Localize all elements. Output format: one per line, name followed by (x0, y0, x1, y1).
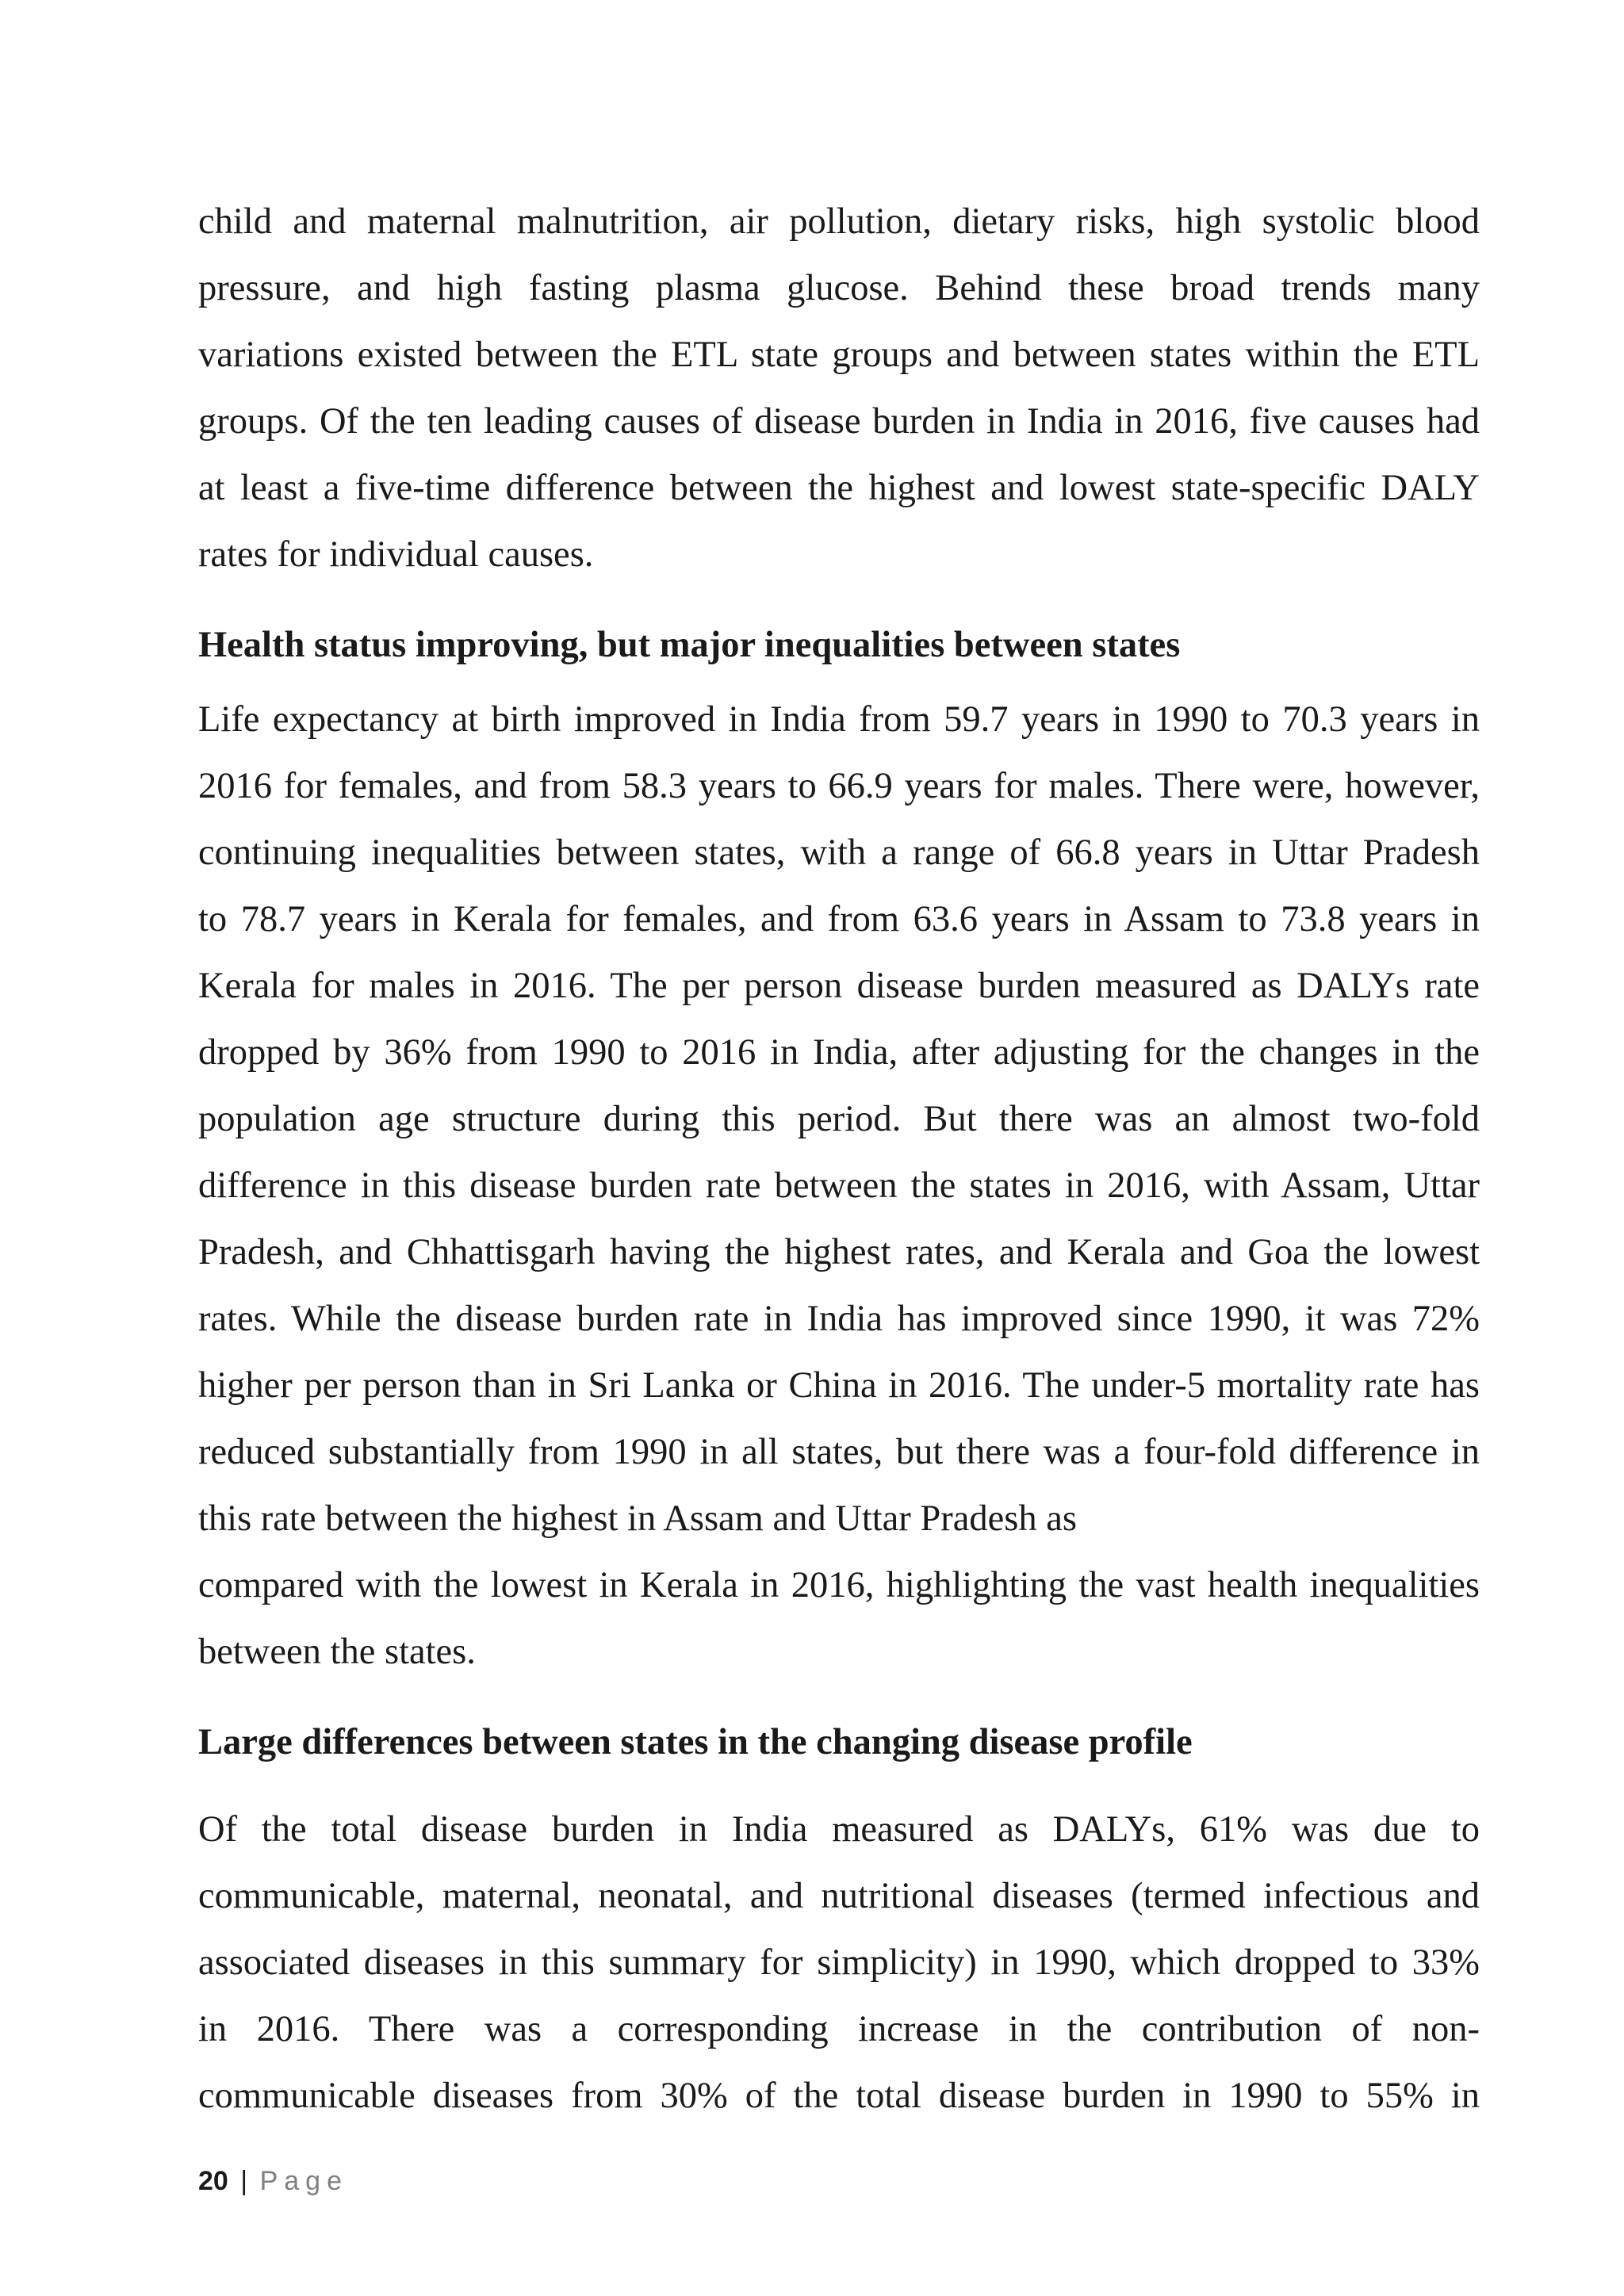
paragraph-line: to 78.7 years in Kerala for females, and from 63.6 years in Assam to 73.8 years in (198, 899, 1480, 939)
paragraph-line: higher per person than in Sri Lanka or China in 2016. The under-5 mortality rate has (198, 1365, 1480, 1406)
paragraph-line: at least a five-time difference between the highest and lowest state-specific DALY (198, 468, 1480, 508)
paragraph-line: Of the total disease burden in India measured as DALYs, 61% was due to (198, 1809, 1480, 1850)
paragraph-line: pressure, and high fasting plasma glucose. Behind these broad trends many (198, 268, 1480, 308)
paragraph-line: Life expectancy at birth improved in India from 59.7 years in 1990 to 70.3 years in (198, 699, 1480, 740)
paragraph-line: child and maternal malnutrition, air pollution, dietary risks, high systolic blood (198, 201, 1480, 242)
paragraph-line: 2016 for females, and from 58.3 years to 66.9 years for males. There were, however, (198, 766, 1480, 806)
paragraph-2 (198, 687, 1480, 1686)
paragraph-line: rates for individual causes. (198, 534, 594, 575)
page-footer (198, 2166, 348, 2197)
paragraph-3 (198, 1797, 1480, 2130)
paragraph-line: groups. Of the ten leading causes of disease burden in India in 2016, five causes had (198, 401, 1480, 442)
paragraph-line: population age structure during this period. But there was an almost two-fold (198, 1099, 1480, 1139)
paragraph-line: compared with the lowest in Kerala in 2016, highlighting the vast health inequalities (198, 1565, 1480, 1605)
paragraph-1 (198, 189, 1480, 588)
paragraph-line: difference in this disease burden rate between the states in 2016, with Assam, Uttar (198, 1165, 1480, 1206)
paragraph-line: associated diseases in this summary for simplicity) in 1990, which dropped to 33% (198, 1942, 1480, 1983)
paragraph-line: between the states. (198, 1632, 476, 1672)
section-heading-disease-profile: Large differences between states in the changing disease profile (198, 1722, 1193, 1762)
footer-separator: | (240, 2166, 248, 2196)
paragraph-line: in 2016. There was a corresponding increase in the contribution of non- (198, 2009, 1480, 2049)
page-label: Page (259, 2166, 348, 2196)
paragraph-line: reduced substantially from 1990 in all states, but there was a four-fold difference in (198, 1432, 1480, 1472)
page-number: 20 (198, 2166, 228, 2196)
paragraph-line: communicable diseases from 30% of the total disease burden in 1990 to 55% in (198, 2076, 1480, 2116)
paragraph-line: dropped by 36% from 1990 to 2016 in India, after adjusting for the changes in the (198, 1032, 1480, 1073)
paragraph-line: communicable, maternal, neonatal, and nutritional diseases (termed infectious and (198, 1876, 1480, 1916)
paragraph-line: variations existed between the ETL state groups and between states within the ETL (198, 335, 1480, 375)
paragraph-line: Kerala for males in 2016. The per person disease burden measured as DALYs rate (198, 966, 1480, 1006)
paragraph-line: this rate between the highest in Assam and Uttar Pradesh as (198, 1498, 1077, 1539)
paragraph-line: Pradesh, and Chhattisgarh having the highest rates, and Kerala and Goa the lowest (198, 1232, 1480, 1272)
page-content (198, 189, 1480, 2130)
paragraph-line: rates. While the disease burden rate in India has improved since 1990, it was 72% (198, 1299, 1480, 1339)
section-heading-health-status: Health status improving, but major inequalities between states (198, 625, 1181, 665)
paragraph-line: continuing inequalities between states, with a range of 66.8 years in Uttar Pradesh (198, 832, 1480, 873)
